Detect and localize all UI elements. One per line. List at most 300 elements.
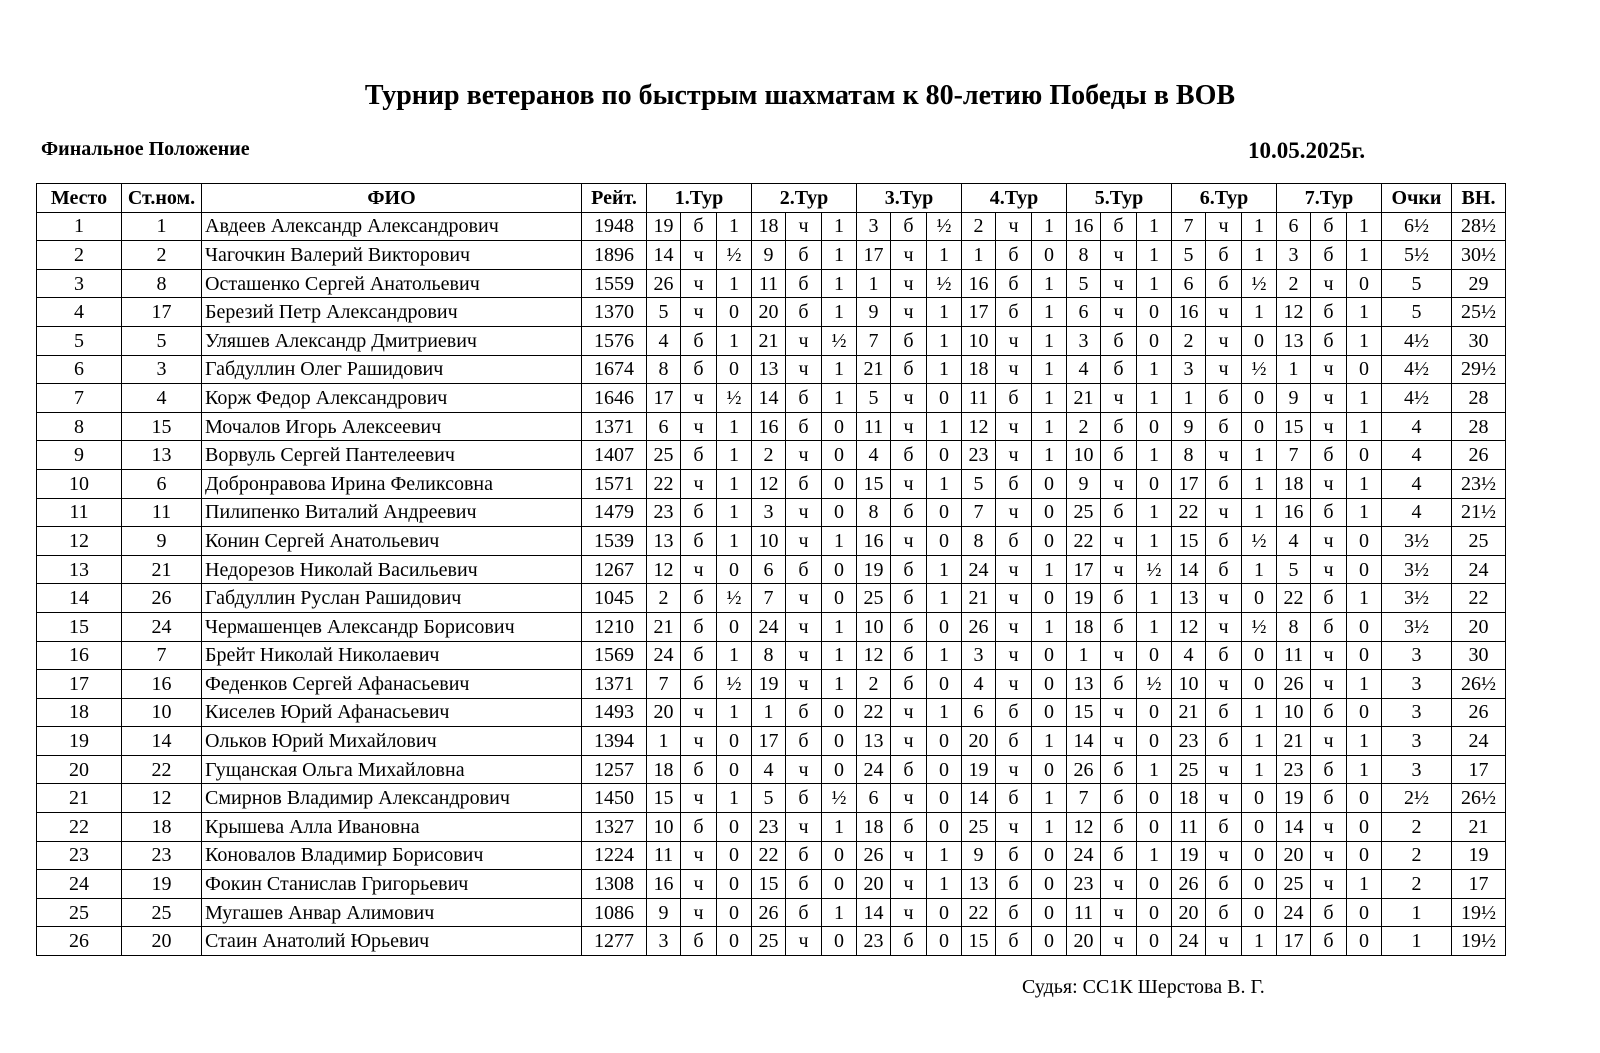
color-cell: б — [1101, 670, 1137, 699]
points-cell: 4 — [1382, 469, 1452, 498]
opponent-cell: 16 — [752, 412, 786, 441]
result-cell: 1 — [927, 870, 962, 899]
opponent-cell: 5 — [962, 469, 996, 498]
color-cell: ч — [996, 813, 1032, 842]
color-cell: ч — [1311, 469, 1347, 498]
result-cell: 0 — [1137, 870, 1172, 899]
result-cell: 0 — [927, 727, 962, 756]
tiebreak-cell: 17 — [1452, 755, 1506, 784]
result-cell: 1 — [822, 355, 857, 384]
rating-cell: 1539 — [582, 527, 647, 556]
color-cell: б — [891, 355, 927, 384]
result-cell: 1 — [1032, 212, 1067, 241]
result-cell: 0 — [1242, 784, 1277, 813]
result-cell: 1 — [1032, 727, 1067, 756]
color-cell: б — [1311, 755, 1347, 784]
player-name-cell: Конин Сергей Анатольевич — [202, 527, 582, 556]
color-cell: б — [1311, 241, 1347, 270]
opponent-cell: 1 — [647, 727, 681, 756]
opponent-cell: 1 — [857, 269, 891, 298]
result-cell: 0 — [1032, 870, 1067, 899]
color-cell: б — [786, 469, 822, 498]
opponent-cell: 18 — [1277, 469, 1311, 498]
tiebreak-cell: 17 — [1452, 870, 1506, 899]
color-cell: б — [891, 326, 927, 355]
result-cell: 1 — [1347, 755, 1382, 784]
color-cell: ч — [786, 441, 822, 470]
points-cell: 5 — [1382, 298, 1452, 327]
opponent-cell: 11 — [962, 384, 996, 413]
result-cell: 1 — [927, 355, 962, 384]
opponent-cell: 13 — [647, 527, 681, 556]
result-cell: ½ — [1137, 670, 1172, 699]
points-cell: 3 — [1382, 670, 1452, 699]
color-cell: б — [996, 870, 1032, 899]
color-cell: ч — [1206, 498, 1242, 527]
color-cell: ч — [1311, 269, 1347, 298]
color-cell: б — [996, 841, 1032, 870]
result-cell: 0 — [1347, 898, 1382, 927]
start-number-cell: 8 — [122, 269, 202, 298]
opponent-cell: 23 — [752, 813, 786, 842]
tiebreak-cell: 23½ — [1452, 469, 1506, 498]
color-cell: б — [1101, 355, 1137, 384]
color-cell: ч — [1206, 927, 1242, 956]
opponent-cell: 10 — [1172, 670, 1206, 699]
opponent-cell: 14 — [647, 241, 681, 270]
opponent-cell: 26 — [1067, 755, 1101, 784]
color-cell: ч — [996, 212, 1032, 241]
player-name-cell: Мочалов Игорь Алексеевич — [202, 412, 582, 441]
table-row — [37, 612, 1506, 641]
color-cell: ч — [996, 584, 1032, 613]
opponent-cell: 1 — [1172, 384, 1206, 413]
opponent-cell: 25 — [962, 813, 996, 842]
color-cell: ч — [996, 441, 1032, 470]
table-row — [37, 269, 1506, 298]
color-cell: ч — [786, 612, 822, 641]
result-cell: 1 — [1242, 441, 1277, 470]
table-row — [37, 326, 1506, 355]
result-cell: 1 — [1242, 698, 1277, 727]
place-cell: 23 — [37, 841, 122, 870]
color-cell: ч — [1206, 784, 1242, 813]
opponent-cell: 5 — [752, 784, 786, 813]
rating-cell: 1896 — [582, 241, 647, 270]
result-cell: 1 — [1347, 412, 1382, 441]
opponent-cell: 4 — [1277, 527, 1311, 556]
player-name-cell: Ольков Юрий Михайлович — [202, 727, 582, 756]
result-cell: 0 — [822, 441, 857, 470]
place-cell: 17 — [37, 670, 122, 699]
start-number-cell: 24 — [122, 612, 202, 641]
opponent-cell: 21 — [1172, 698, 1206, 727]
opponent-cell: 17 — [752, 727, 786, 756]
result-cell: 0 — [1242, 870, 1277, 899]
color-cell: б — [1101, 498, 1137, 527]
color-cell: б — [1311, 784, 1347, 813]
rating-cell: 1394 — [582, 727, 647, 756]
color-cell: б — [1206, 813, 1242, 842]
player-name-cell: Корж Федор Александрович — [202, 384, 582, 413]
judge-signature: Судья: СС1К Шерстова В. Г. — [1022, 976, 1265, 998]
color-cell: ч — [681, 841, 717, 870]
subtitle: Финальное Положение — [41, 138, 250, 160]
table-row — [37, 813, 1506, 842]
result-cell: 0 — [1242, 384, 1277, 413]
result-cell: 0 — [1032, 841, 1067, 870]
opponent-cell: 15 — [1277, 412, 1311, 441]
tiebreak-cell: 24 — [1452, 555, 1506, 584]
color-cell: б — [681, 441, 717, 470]
result-cell: 1 — [1347, 212, 1382, 241]
result-cell: 0 — [1032, 698, 1067, 727]
opponent-cell: 5 — [1067, 269, 1101, 298]
opponent-cell: 4 — [647, 326, 681, 355]
header-rating: Рейт. — [582, 184, 647, 213]
points-cell: 2 — [1382, 813, 1452, 842]
result-cell: 0 — [1137, 469, 1172, 498]
opponent-cell: 7 — [1067, 784, 1101, 813]
result-cell: 0 — [1137, 326, 1172, 355]
opponent-cell: 22 — [1277, 584, 1311, 613]
color-cell: б — [681, 498, 717, 527]
tiebreak-cell: 26 — [1452, 698, 1506, 727]
rating-cell: 1257 — [582, 755, 647, 784]
opponent-cell: 24 — [1067, 841, 1101, 870]
opponent-cell: 8 — [1172, 441, 1206, 470]
opponent-cell: 4 — [752, 755, 786, 784]
standings-body — [37, 212, 1506, 955]
header-round: 1.Тур — [647, 184, 752, 213]
player-name-cell: Феденков Сергей Афанасьевич — [202, 670, 582, 699]
opponent-cell: 8 — [962, 527, 996, 556]
opponent-cell: 25 — [1067, 498, 1101, 527]
start-number-cell: 25 — [122, 898, 202, 927]
place-cell: 2 — [37, 241, 122, 270]
header-round: 6.Тур — [1172, 184, 1277, 213]
result-cell: 1 — [1032, 355, 1067, 384]
color-cell: ч — [1311, 355, 1347, 384]
player-name-cell: Габдуллин Олег Рашидович — [202, 355, 582, 384]
result-cell: 1 — [1137, 212, 1172, 241]
color-cell: ч — [681, 469, 717, 498]
color-cell: б — [1101, 784, 1137, 813]
start-number-cell: 20 — [122, 927, 202, 956]
result-cell: 0 — [1347, 841, 1382, 870]
color-cell: ч — [996, 412, 1032, 441]
page-title: Турнир ветеранов по быстрым шахматам к 80-летию Победы в ВОВ — [364, 80, 1236, 111]
start-number-cell: 2 — [122, 241, 202, 270]
result-cell: 0 — [717, 927, 752, 956]
opponent-cell: 16 — [962, 269, 996, 298]
player-name-cell: Коновалов Владимир Борисович — [202, 841, 582, 870]
start-number-cell: 23 — [122, 841, 202, 870]
opponent-cell: 24 — [857, 755, 891, 784]
opponent-cell: 19 — [1067, 584, 1101, 613]
player-name-cell: Брейт Николай Николаевич — [202, 641, 582, 670]
color-cell: ч — [1101, 527, 1137, 556]
place-cell: 1 — [37, 212, 122, 241]
result-cell: 1 — [822, 212, 857, 241]
color-cell: б — [1101, 612, 1137, 641]
result-cell: 0 — [1347, 813, 1382, 842]
result-cell: 0 — [1347, 612, 1382, 641]
tiebreak-cell: 19 — [1452, 841, 1506, 870]
color-cell: б — [786, 698, 822, 727]
rating-cell: 1450 — [582, 784, 647, 813]
tiebreak-cell: 19½ — [1452, 927, 1506, 956]
color-cell: б — [786, 298, 822, 327]
opponent-cell: 25 — [752, 927, 786, 956]
result-cell: 1 — [1347, 298, 1382, 327]
color-cell: б — [681, 326, 717, 355]
points-cell: 5 — [1382, 269, 1452, 298]
result-cell: 1 — [822, 898, 857, 927]
result-cell: 0 — [1032, 584, 1067, 613]
opponent-cell: 14 — [752, 384, 786, 413]
opponent-cell: 18 — [1067, 612, 1101, 641]
player-name-cell: Стаин Анатолий Юрьевич — [202, 927, 582, 956]
color-cell: ч — [681, 241, 717, 270]
opponent-cell: 18 — [647, 755, 681, 784]
place-cell: 4 — [37, 298, 122, 327]
result-cell: 0 — [1137, 784, 1172, 813]
result-cell: 1 — [1242, 755, 1277, 784]
rating-cell: 1646 — [582, 384, 647, 413]
points-cell: 3½ — [1382, 584, 1452, 613]
opponent-cell: 3 — [1067, 326, 1101, 355]
points-cell: 3½ — [1382, 612, 1452, 641]
result-cell: 1 — [1032, 612, 1067, 641]
color-cell: ч — [786, 670, 822, 699]
color-cell: б — [1311, 927, 1347, 956]
result-cell: 0 — [1347, 641, 1382, 670]
color-cell: ч — [681, 555, 717, 584]
header-round: 3.Тур — [857, 184, 962, 213]
opponent-cell: 6 — [1067, 298, 1101, 327]
color-cell: б — [1206, 412, 1242, 441]
opponent-cell: 12 — [1067, 813, 1101, 842]
color-cell: ч — [1206, 355, 1242, 384]
rating-cell: 1493 — [582, 698, 647, 727]
result-cell: 0 — [1347, 555, 1382, 584]
result-cell: 0 — [717, 298, 752, 327]
color-cell: ч — [1206, 670, 1242, 699]
color-cell: б — [1206, 527, 1242, 556]
color-cell: ч — [786, 584, 822, 613]
result-cell: 0 — [822, 727, 857, 756]
color-cell: ч — [1101, 555, 1137, 584]
tiebreak-cell: 24 — [1452, 727, 1506, 756]
color-cell: ч — [1101, 927, 1137, 956]
place-cell: 11 — [37, 498, 122, 527]
result-cell: 1 — [1137, 269, 1172, 298]
opponent-cell: 20 — [1277, 841, 1311, 870]
opponent-cell: 9 — [647, 898, 681, 927]
opponent-cell: 12 — [962, 412, 996, 441]
opponent-cell: 9 — [857, 298, 891, 327]
rating-cell: 1370 — [582, 298, 647, 327]
result-cell: 1 — [927, 241, 962, 270]
color-cell: б — [1311, 584, 1347, 613]
color-cell: ч — [1206, 612, 1242, 641]
color-cell: б — [1206, 555, 1242, 584]
color-cell: б — [891, 441, 927, 470]
result-cell: 1 — [927, 698, 962, 727]
color-cell: б — [891, 813, 927, 842]
opponent-cell: 26 — [857, 841, 891, 870]
color-cell: ч — [786, 755, 822, 784]
color-cell: б — [786, 841, 822, 870]
header-points: Очки — [1382, 184, 1452, 213]
tiebreak-cell: 22 — [1452, 584, 1506, 613]
start-number-cell: 14 — [122, 727, 202, 756]
opponent-cell: 9 — [1277, 384, 1311, 413]
result-cell: 1 — [927, 412, 962, 441]
opponent-cell: 7 — [962, 498, 996, 527]
color-cell: ч — [1311, 384, 1347, 413]
header-round: 4.Тур — [962, 184, 1067, 213]
color-cell: б — [996, 384, 1032, 413]
result-cell: 1 — [822, 241, 857, 270]
start-number-cell: 18 — [122, 813, 202, 842]
opponent-cell: 17 — [1067, 555, 1101, 584]
color-cell: б — [891, 584, 927, 613]
result-cell: 0 — [1137, 898, 1172, 927]
result-cell: 0 — [1032, 927, 1067, 956]
result-cell: 1 — [822, 527, 857, 556]
color-cell: б — [786, 269, 822, 298]
start-number-cell: 11 — [122, 498, 202, 527]
result-cell: 0 — [1032, 241, 1067, 270]
color-cell: б — [1206, 898, 1242, 927]
result-cell: 1 — [1242, 727, 1277, 756]
result-cell: 1 — [927, 641, 962, 670]
opponent-cell: 26 — [1277, 670, 1311, 699]
result-cell: 1 — [1242, 469, 1277, 498]
color-cell: б — [1101, 326, 1137, 355]
color-cell: ч — [891, 698, 927, 727]
result-cell: 0 — [1242, 813, 1277, 842]
color-cell: б — [786, 784, 822, 813]
opponent-cell: 6 — [857, 784, 891, 813]
opponent-cell: 22 — [1067, 527, 1101, 556]
color-cell: ч — [891, 727, 927, 756]
color-cell: ч — [1311, 527, 1347, 556]
opponent-cell: 2 — [1067, 412, 1101, 441]
opponent-cell: 16 — [1277, 498, 1311, 527]
header-start-number: Ст.ном. — [122, 184, 202, 213]
result-cell: ½ — [717, 241, 752, 270]
color-cell: б — [1206, 241, 1242, 270]
start-number-cell: 17 — [122, 298, 202, 327]
opponent-cell: 3 — [1277, 241, 1311, 270]
opponent-cell: 4 — [857, 441, 891, 470]
result-cell: 0 — [717, 841, 752, 870]
opponent-cell: 13 — [1067, 670, 1101, 699]
result-cell: 0 — [1137, 927, 1172, 956]
place-cell: 10 — [37, 469, 122, 498]
opponent-cell: 16 — [857, 527, 891, 556]
rating-cell: 1045 — [582, 584, 647, 613]
result-cell: 1 — [927, 469, 962, 498]
opponent-cell: 18 — [857, 813, 891, 842]
color-cell: ч — [891, 870, 927, 899]
result-cell: 0 — [822, 584, 857, 613]
color-cell: б — [786, 898, 822, 927]
opponent-cell: 1 — [1277, 355, 1311, 384]
color-cell: ч — [891, 412, 927, 441]
opponent-cell: 21 — [1067, 384, 1101, 413]
opponent-cell: 17 — [647, 384, 681, 413]
result-cell: 0 — [927, 813, 962, 842]
opponent-cell: 18 — [752, 212, 786, 241]
result-cell: 0 — [1137, 698, 1172, 727]
color-cell: б — [1101, 441, 1137, 470]
points-cell: 2½ — [1382, 784, 1452, 813]
opponent-cell: 20 — [647, 698, 681, 727]
opponent-cell: 15 — [962, 927, 996, 956]
header-round: 5.Тур — [1067, 184, 1172, 213]
opponent-cell: 24 — [1277, 898, 1311, 927]
color-cell: б — [1206, 870, 1242, 899]
place-cell: 3 — [37, 269, 122, 298]
opponent-cell: 8 — [1067, 241, 1101, 270]
opponent-cell: 13 — [1172, 584, 1206, 613]
result-cell: 0 — [822, 927, 857, 956]
opponent-cell: 6 — [962, 698, 996, 727]
result-cell: ½ — [1242, 355, 1277, 384]
result-cell: 1 — [1242, 298, 1277, 327]
color-cell: б — [681, 612, 717, 641]
opponent-cell: 26 — [752, 898, 786, 927]
table-row — [37, 384, 1506, 413]
opponent-cell: 7 — [752, 584, 786, 613]
opponent-cell: 15 — [647, 784, 681, 813]
opponent-cell: 23 — [1067, 870, 1101, 899]
color-cell: ч — [1206, 212, 1242, 241]
color-cell: б — [1101, 841, 1137, 870]
start-number-cell: 21 — [122, 555, 202, 584]
result-cell: 1 — [1032, 555, 1067, 584]
color-cell: б — [681, 670, 717, 699]
result-cell: 0 — [1347, 355, 1382, 384]
opponent-cell: 11 — [1067, 898, 1101, 927]
color-cell: б — [1311, 898, 1347, 927]
result-cell: 0 — [717, 612, 752, 641]
points-cell: 4½ — [1382, 355, 1452, 384]
result-cell: 0 — [1242, 841, 1277, 870]
opponent-cell: 4 — [962, 670, 996, 699]
points-cell: 3 — [1382, 698, 1452, 727]
start-number-cell: 10 — [122, 698, 202, 727]
color-cell: б — [996, 241, 1032, 270]
opponent-cell: 25 — [647, 441, 681, 470]
color-cell: б — [891, 670, 927, 699]
opponent-cell: 14 — [1067, 727, 1101, 756]
result-cell: 0 — [1032, 469, 1067, 498]
color-cell: б — [1311, 441, 1347, 470]
opponent-cell: 19 — [1277, 784, 1311, 813]
color-cell: б — [996, 898, 1032, 927]
color-cell: б — [786, 412, 822, 441]
result-cell: 1 — [1032, 441, 1067, 470]
opponent-cell: 6 — [1277, 212, 1311, 241]
result-cell: 0 — [1242, 412, 1277, 441]
player-name-cell: Чагочкин Валерий Викторович — [202, 241, 582, 270]
start-number-cell: 19 — [122, 870, 202, 899]
